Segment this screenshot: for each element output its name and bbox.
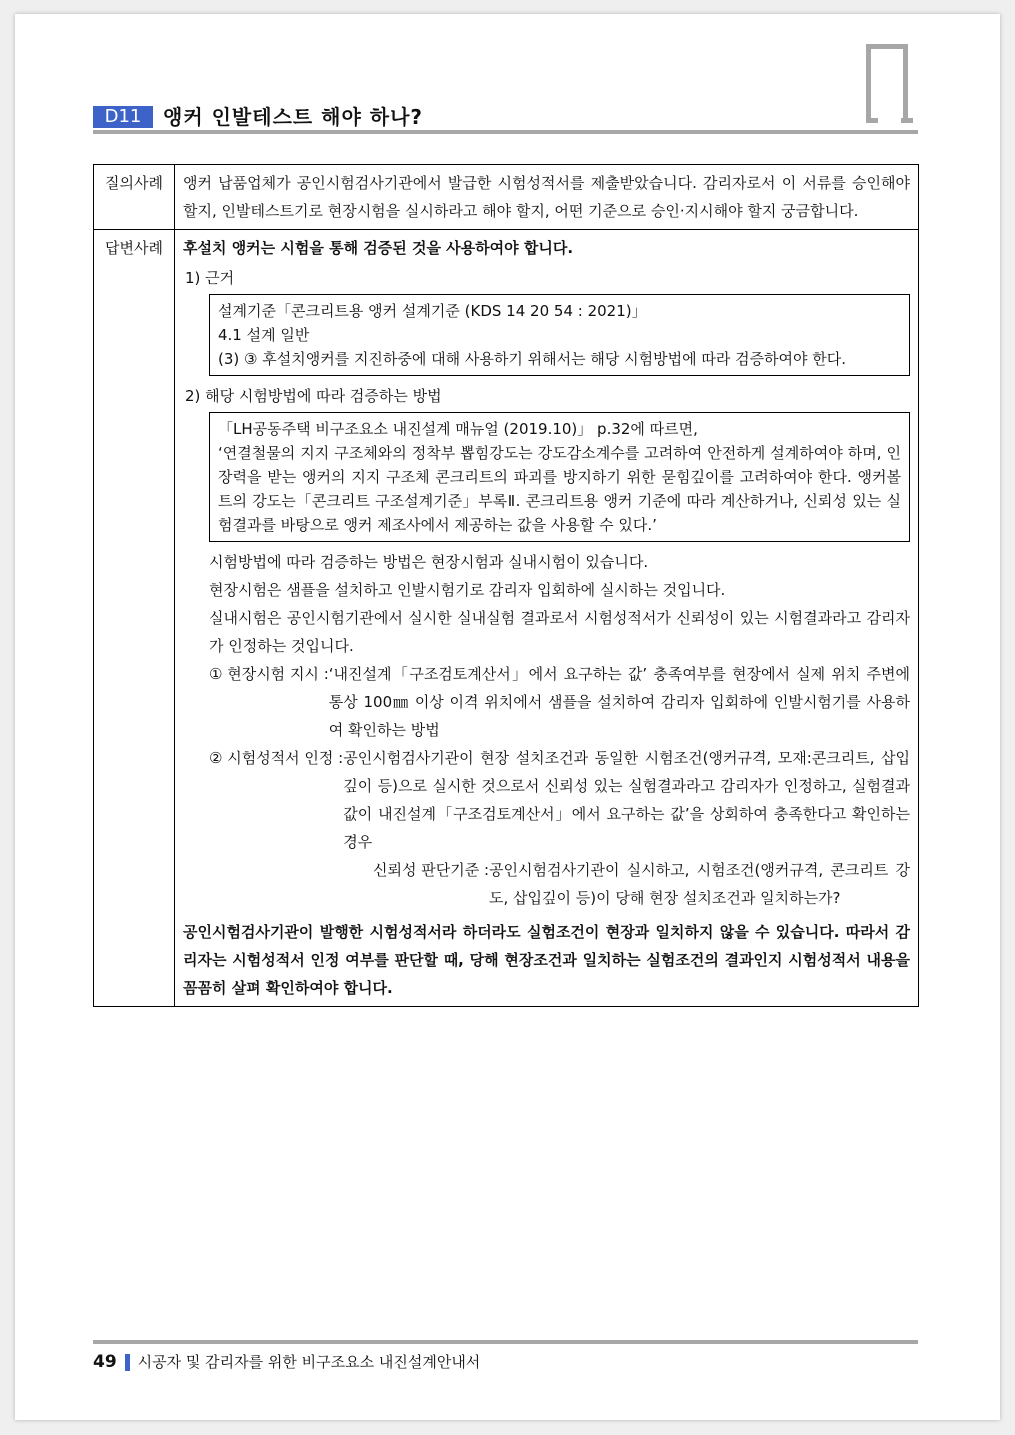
standard-reference-box xyxy=(209,294,910,376)
paragraph-3: 실내시험은 공인시험기관에서 실시한 실내실험 결과로서 시험성적서가 신뢰성이 있는 시험결과라고 감리자가 인정하는 것입니다. xyxy=(209,609,910,655)
header-rule xyxy=(93,130,918,134)
box1-line-3: (3) ③ 후설치앵커를 지진하중에 대해 사용하기 위해서는 해당 시험방법에 따라 검증하여야 한다. xyxy=(218,350,847,368)
item2-text: 공인시험검사기관이 현장 설치조건과 동일한 시험조건(앵커규격, 모재:콘크리트, 삽입깊이 등)으로 실시한 것으로서 신뢰성 있는 실험결과라고 감리자가 인정하고, 실험결과 값이 내진설계「구조검토계산서」에서 요구하는 값’을 상회하여 충족한다고 확인하는 경우 xyxy=(343,749,910,851)
box2-quote: ‘연결철물의 지지 구조체와의 정착부 뽑힘강도는 강도감소계수를 고려하여 안전하게 설계하여야 하며, 인장력을 받는 앵커의 지지 구조체 콘크리트의 파괴를 방지하기 위한 묻힘깊이를 고려하여야 한다. 앵커볼트의 강도는「콘크리트 구조설계기준」부록Ⅱ. 콘크리트용 앵커 기준에 따라 계산하거나, 신뢰성 있는 실험결과를 바탕으로 앵커 제조사에서 제공하는 값을 사용할 수 있다.’ xyxy=(218,444,901,534)
footer-rule xyxy=(93,1340,918,1344)
item1-text: ‘내진설계「구조검토계산서」에서 요구하는 값’ 충족여부를 현장에서 실제 위치 주변에 통상 100㎜ 이상 이격 위치에서 샘플을 설치하여 감리자 입회하에 인발시험기를 사용하여 확인하는 방법 xyxy=(328,665,910,739)
question-row xyxy=(94,165,919,230)
conclusion: 공인시험검사기관이 발행한 시험성적서라 하더라도 실험조건이 현장과 일치하지 않을 수 있습니다. 따라서 감리자는 시험성적서 인정 여부를 판단할 때, 당해 현장조건과 일치하는 실험조건의 결과인지 시험성적서 내용을 꼼꼼히 살펴 확인하여야 합니다. xyxy=(183,923,910,997)
item-test-report xyxy=(209,744,910,856)
qa-table xyxy=(93,164,919,1007)
section1-title: 1) 근거 xyxy=(185,269,235,287)
section-title: 앵커 인발테스트 해야 하나? xyxy=(163,105,424,129)
manual-quote-box xyxy=(209,412,910,542)
paragraph-1: 시험방법에 따라 검증하는 방법은 현장시험과 실내시험이 있습니다. xyxy=(209,553,649,571)
paragraph-2: 현장시험은 샘플을 설치하고 인발시험기로 감리자 입회하에 실시하는 것입니다. xyxy=(209,581,726,599)
book-title: 시공자 및 감리자를 위한 비구조요소 내진설계안내서 xyxy=(137,1353,481,1371)
box1-line-2: 4.1 설계 일반 xyxy=(218,326,310,344)
section-header xyxy=(93,104,918,130)
criteria-label: 신뢰성 판단기준 : xyxy=(373,861,490,879)
answer-headline: 후설치 앵커는 시험을 통해 검증된 것을 사용하여야 합니다. xyxy=(183,239,574,257)
footer xyxy=(93,1352,480,1372)
question-text: 앵커 납품업체가 공인시험검사기관에서 발급한 시험성적서를 제출받았습니다. 감리자로서 이 서류를 승인해야 할지, 인발테스트기로 현장시험을 실시하라고 해야 할지, 어떤 기준으로 승인·지시해야 할지 궁금합니다. xyxy=(175,165,919,230)
reliability-criteria xyxy=(373,856,910,912)
answer-label: 답변사례 xyxy=(94,230,175,1007)
page-number: 49 xyxy=(93,1352,117,1372)
criteria-text: 공인시험검사기관이 실시하고, 시험조건(앵커규격, 콘크리트 강도, 삽입깊이 등)이 당해 현장 설치조건과 일치하는가? xyxy=(489,861,910,907)
section-code-badge: D11 xyxy=(93,106,153,128)
item2-label: ② 시험성적서 인정 : xyxy=(209,749,344,767)
section2-title: 2) 해당 시험방법에 따라 검증하는 방법 xyxy=(185,387,442,405)
box2-line-1: 「LH공동주택 비구조요소 내진설계 매뉴얼 (2019.10)」 p.32에 따르면, xyxy=(218,420,698,438)
footer-accent-bar xyxy=(125,1354,130,1371)
answer-content xyxy=(175,230,919,1007)
question-label: 질의사례 xyxy=(94,165,175,230)
item-field-test xyxy=(209,660,910,744)
answer-row xyxy=(94,230,919,1007)
item1-label: ① 현장시험 지시 : xyxy=(209,665,329,683)
box1-line-1: 설계기준「콘크리트용 앵커 설계기준 (KDS 14 20 54 : 2021)」 xyxy=(218,302,647,320)
